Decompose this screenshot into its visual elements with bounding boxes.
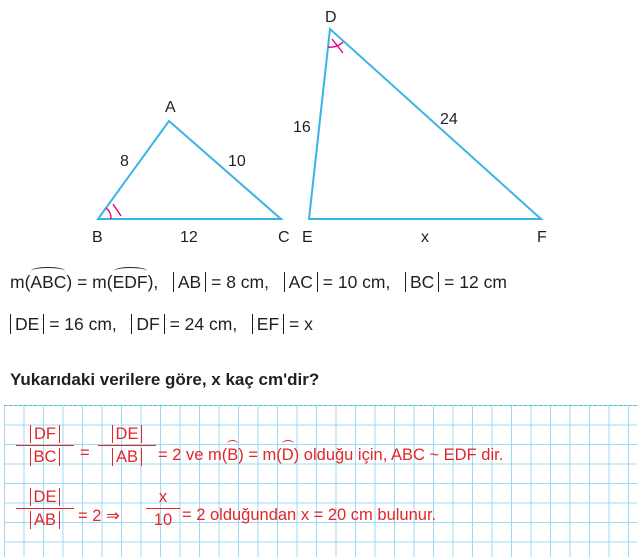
side-label-bc: 12	[180, 229, 198, 246]
frac-den-bc: BC	[30, 448, 61, 466]
df-value: = 24 cm,	[169, 314, 238, 334]
question-text: Yukarıdaki verilere göre, x kaç cm'dir?	[10, 370, 320, 389]
angle-abc: ABC	[30, 272, 67, 292]
abs-ab: AB	[173, 272, 206, 292]
row1-tail-c: ) olduğu için, ABC ~ EDF dir.	[293, 446, 504, 464]
vertex-label-a: A	[165, 99, 176, 116]
fraction-df-bc	[16, 424, 74, 467]
abs-ef: EF	[252, 314, 284, 334]
vertex-label-c: C	[278, 229, 290, 246]
equals-sign: =	[80, 444, 90, 462]
vertex-label-e: E	[302, 229, 313, 246]
given-c1: ),	[147, 272, 159, 292]
side-label-ac: 10	[228, 153, 246, 170]
frac-num-df: DF	[30, 425, 60, 443]
abs-df: DF	[131, 314, 164, 334]
triangles-figure	[0, 0, 637, 250]
abs-de: DE	[10, 314, 44, 334]
frac2-num-de: DE	[30, 488, 61, 506]
ab-value: = 8 cm,	[211, 272, 269, 292]
ef-value: = x	[289, 314, 313, 334]
angle-b-tick	[113, 204, 121, 216]
triangle-def	[309, 29, 541, 219]
given-line-1	[10, 272, 507, 293]
frac2-den-ab: AB	[30, 511, 60, 529]
given-m1: m(	[10, 272, 31, 292]
vertex-label-b: B	[92, 229, 103, 246]
frac-num-x: x	[158, 488, 168, 506]
abs-bc: BC	[405, 272, 439, 292]
side-label-ef: x	[421, 229, 429, 246]
abs-ac: AC	[284, 272, 318, 292]
solution-top-border	[4, 405, 637, 406]
fraction-de-ab	[98, 424, 156, 467]
bc-value: = 12 cm	[444, 272, 507, 292]
side-label-df: 24	[440, 111, 458, 128]
fraction-de-ab-2	[16, 487, 74, 530]
angle-edf: EDF	[112, 272, 148, 292]
given-eq1: ) = m(	[66, 272, 113, 292]
frac-num-de: DE	[112, 425, 143, 443]
side-label-ab: 8	[120, 153, 129, 170]
frac-den-10: 10	[146, 508, 180, 530]
row1-tail-b: ) = m(	[238, 446, 282, 464]
vertex-label-d: D	[325, 9, 337, 26]
vertex-label-f: F	[537, 229, 547, 246]
fraction-x-10	[146, 487, 180, 530]
angle-d-hat: D	[281, 446, 294, 464]
solution-row2-mid: = 2 ⇒	[78, 507, 120, 525]
de-value: = 16 cm,	[49, 314, 117, 334]
side-label-de: 16	[293, 119, 311, 136]
angle-b-hat: B	[227, 446, 239, 464]
frac-den-ab: AB	[112, 448, 142, 466]
given-line-2	[10, 314, 313, 335]
row1-tail-a: = 2 ve m(	[158, 446, 228, 464]
triangle-abc	[98, 121, 281, 219]
solution-row1-text	[158, 446, 503, 465]
ac-value: = 10 cm,	[322, 272, 391, 292]
solution-row2-tail: = 2 olduğundan x = 20 cm bulunur.	[182, 506, 437, 524]
angle-b-arc	[106, 208, 111, 219]
angle-d-tick	[332, 39, 343, 53]
